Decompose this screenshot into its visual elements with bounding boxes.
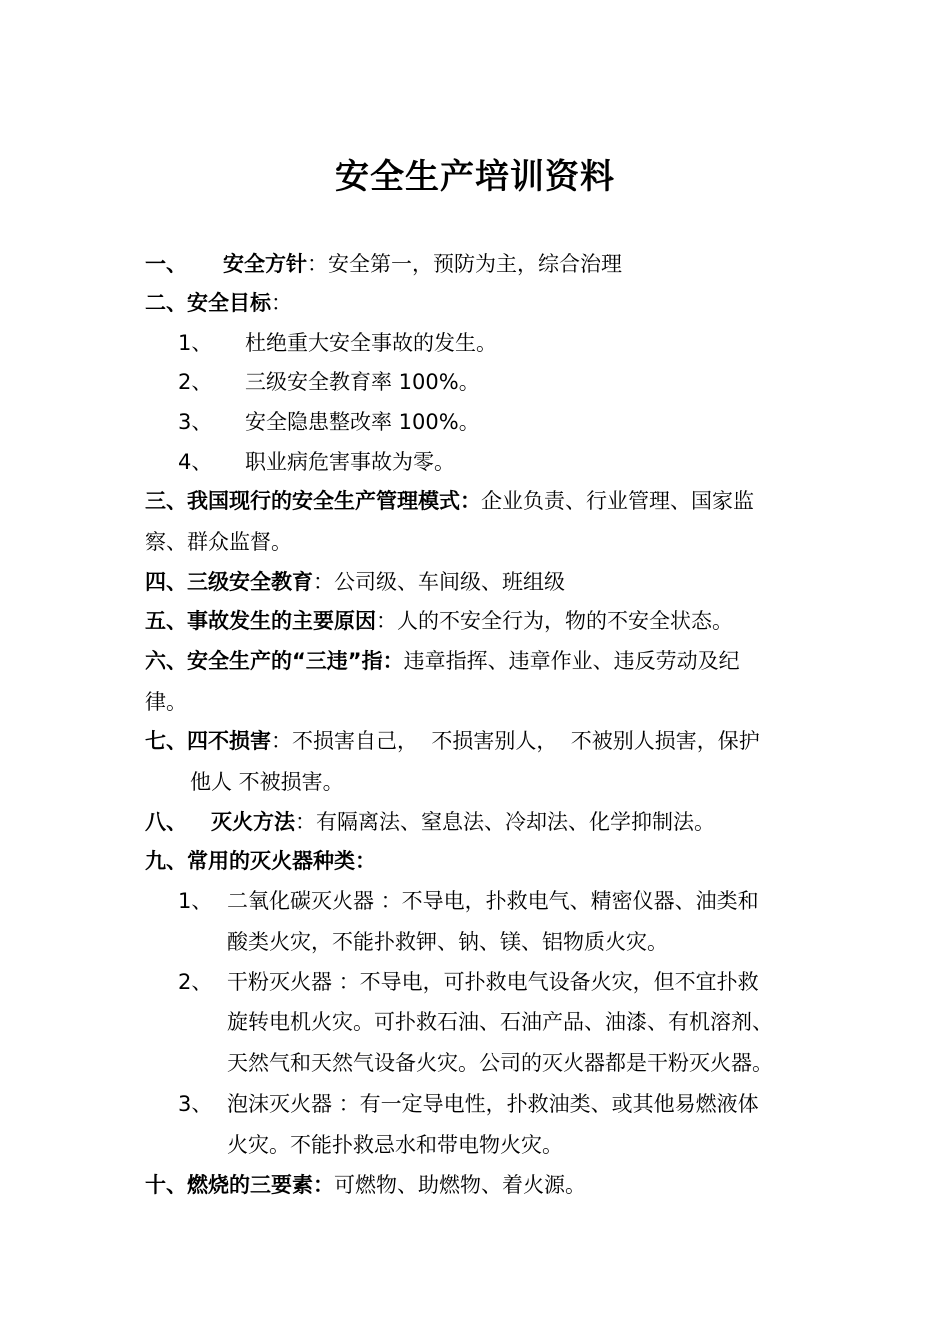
section-9-item-2-continued-1 [227,1002,897,1042]
section-7-colon: ： [271,729,292,753]
section-5-text: 人的不安全行为，物的不安全状态。 [397,609,733,633]
section-2 [145,283,815,323]
item-number: 2、 [178,370,213,394]
section-2-item-3 [178,402,848,442]
item-text: 职业病危害事故为零。 [245,450,455,474]
section-7-text: 不损害自己， 不损害别人， 不被别人损害，保护 [292,729,760,753]
section-7-text-continued: 他人 不被损害。 [190,770,344,794]
section-3-text: 企业负责、行业管理、国家监 [481,489,754,513]
section-9-item-3-continued [227,1125,897,1165]
section-1-number: 一、 [145,252,187,276]
item-text-continued: 天然气和天然气设备火灾。公司的灭火器都是干粉灭火器。 [227,1051,773,1075]
section-5-heading: 五、事故发生的主要原因 [145,609,376,633]
section-10-text: 可燃物、助燃物、着火源。 [334,1173,586,1197]
section-9-item-2 [178,962,848,1002]
section-10-heading: 十、燃烧的三要素： [145,1173,334,1197]
section-4-heading: 四、三级安全教育 [145,570,313,594]
section-5-colon: ： [376,609,397,633]
item-text-continued: 酸类火灾，不能扑救钾、钠、镁、铝物质火灾。 [227,930,668,954]
section-9-item-2-continued-2 [227,1043,897,1083]
document-title: 安全生产培训资料 [335,157,615,197]
section-2-item-2 [178,362,848,402]
item-text: 泡沫灭火器 ：有一定导电性，扑救油类、或其他易燃液体 [227,1092,759,1116]
section-2-item-4 [178,442,848,482]
section-3-heading: 三、我国现行的安全生产管理模式： [145,489,481,513]
section-5 [145,601,815,641]
item-number: 3、 [178,410,213,434]
section-10 [145,1165,815,1205]
item-text-continued: 火灾。不能扑救忌水和带电物火灾。 [227,1133,563,1157]
section-1-colon: ： [307,252,328,276]
section-8-number: 八、 [145,810,187,834]
section-9-item-1 [178,881,848,921]
section-2-colon: ： [271,291,292,315]
section-9-heading: 九、常用的灭火器种类： [145,849,376,873]
section-6-text-continued: 律。 [145,690,187,714]
section-1 [145,244,815,284]
section-1-text: 安全第一，预防为主，综合治理 [328,252,622,276]
section-2-heading: 二、安全目标 [145,291,271,315]
section-9-item-1-continued [227,922,897,962]
section-8-colon: ： [295,810,316,834]
item-number: 1、 [178,331,213,355]
section-3-continued [145,522,815,562]
section-8 [145,802,815,842]
section-8-heading: 灭火方法 [211,810,295,834]
item-number: 2、 [178,970,213,994]
item-text-continued: 旋转电机火灾。可扑救石油、石油产品、油漆、有机溶剂、 [227,1010,773,1034]
section-6-continued [145,682,815,722]
section-3-text-continued: 察、群众监督。 [145,530,292,554]
item-text: 安全隐患整改率 100%。 [245,410,480,434]
item-text: 二氧化碳灭火器 ：不导电，扑救电气、精密仪器、油类和 [227,889,759,913]
item-text: 干粉灭火器 ：不导电，可扑救电气设备火灾，但不宜扑救 [227,970,759,994]
item-text: 三级安全教育率 100%。 [245,370,480,394]
section-4-colon: ： [313,570,334,594]
item-text: 杜绝重大安全事故的发生。 [245,331,497,355]
section-7-continued [190,762,860,802]
section-6 [145,641,815,681]
section-9-item-3 [178,1084,848,1124]
section-4 [145,562,815,602]
item-number: 4、 [178,450,213,474]
item-number: 3、 [178,1092,213,1116]
section-7-heading: 七、四不损害 [145,729,271,753]
section-2-item-1 [178,323,848,363]
section-9 [145,841,815,881]
item-number: 1、 [178,889,213,913]
section-1-heading: 安全方针 [223,252,307,276]
section-6-text: 违章指挥、违章作业、违反劳动及纪 [403,649,740,673]
section-4-text: 公司级、车间级、班组级 [334,570,565,594]
section-6-heading: 六、安全生产的“三违”指： [145,649,404,673]
section-3 [145,481,815,521]
section-7 [145,721,815,761]
section-8-text: 有隔离法、窒息法、冷却法、化学抑制法。 [316,810,715,834]
